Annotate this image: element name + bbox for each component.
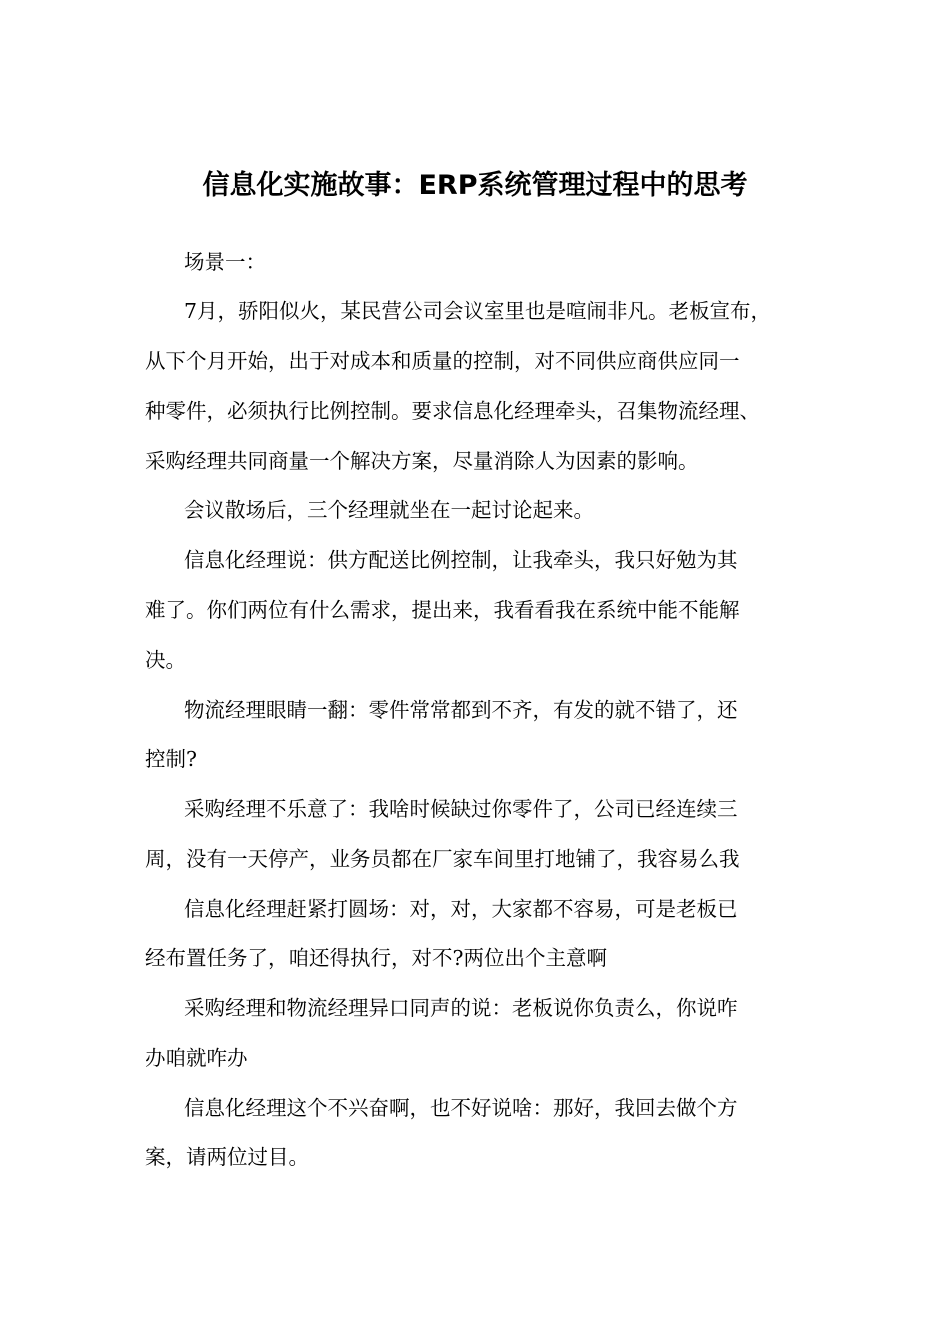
paragraph-line: 信息化经理说：供方配送比例控制，让我牵头，我只好勉为其 — [184, 548, 738, 572]
paragraph-line: 办咱就咋办 — [145, 1046, 248, 1070]
paragraph-line: 物流经理眼睛一翻：零件常常都到不齐，有发的就不错了，还 — [184, 698, 738, 722]
paragraph-scene-heading: 场景一： — [184, 250, 266, 274]
document-title: 信息化实施故事：ERP系统管理过程中的思考 — [202, 170, 748, 201]
paragraph-line: 信息化经理这个不兴奋啊，也不好说啥：那好，我回去做个方 — [184, 1096, 738, 1120]
paragraph-line: 信息化经理赶紧打圆场：对，对，大家都不容易，可是老板已 — [184, 897, 738, 921]
paragraph-line: 难了。你们两位有什么需求，提出来，我看看我在系统中能不能解 — [145, 598, 740, 622]
paragraph-line: 采购经理不乐意了：我啥时候缺过你零件了，公司已经连续三 — [184, 797, 738, 821]
paragraph-line: 会议散场后，三个经理就坐在一起讨论起来。 — [184, 498, 594, 522]
paragraph-line: 案，请两位过目。 — [145, 1145, 309, 1169]
paragraph-line: 周，没有一天停产，业务员都在厂家车间里打地铺了，我容易么我 — [145, 847, 740, 871]
paragraph-line: 控制? — [145, 747, 197, 771]
paragraph-line: 采购经理共同商量一个解决方案，尽量消除人为因素的影响。 — [145, 449, 699, 473]
paragraph-line: 经布置任务了，咱还得执行，对不?两位出个主意啊 — [145, 946, 607, 970]
paragraph-line: 从下个月开始，出于对成本和质量的控制，对不同供应商供应同一 — [145, 349, 740, 373]
paragraph-line: 决。 — [145, 648, 186, 672]
paragraph-line: 采购经理和物流经理异口同声的说：老板说你负责么，你说咋 — [184, 996, 738, 1020]
paragraph-line: 7月，骄阳似火，某民营公司会议室里也是喧闹非凡。老板宣布， — [184, 299, 772, 323]
paragraph-line: 种零件，必须执行比例控制。要求信息化经理牵头，召集物流经理、 — [145, 399, 760, 423]
